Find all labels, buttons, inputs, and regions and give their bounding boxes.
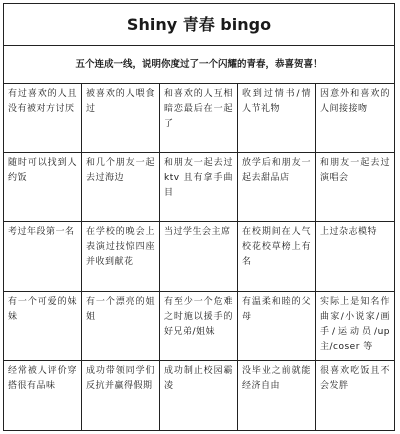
bingo-cell[interactable]: 当过学生会主席 (160, 222, 238, 291)
bingo-cell[interactable]: 因意外和喜欢的人间接接吻 (316, 84, 394, 153)
bingo-subtitle: 五个连成一线，说明你度过了一个闪耀的青春，恭喜贺喜！ (4, 46, 394, 84)
bingo-cell[interactable]: 有一个漂亮的姐姐 (82, 292, 160, 361)
bingo-cell[interactable]: 和朋友一起去过演唱会 (316, 153, 394, 222)
bingo-grid (4, 84, 394, 430)
bingo-cell[interactable]: 被喜欢的人喂食过 (82, 84, 160, 153)
bingo-cell[interactable]: 随时可以找到人约饭 (4, 153, 82, 222)
bingo-cell[interactable]: 和喜欢的人互相暗恋最后在一起了 (160, 84, 238, 153)
bingo-cell[interactable]: 上过杂志模特 (316, 222, 394, 291)
bingo-cell[interactable]: 和朋友一起去过 ktv 且有拿手曲目 (160, 153, 238, 222)
bingo-cell[interactable]: 在校期间在人气校花校草榜上有名 (238, 222, 316, 291)
bingo-cell[interactable]: 成功带领同学们反抗并赢得假期 (82, 361, 160, 430)
bingo-cell[interactable]: 收到过情书/情人节礼物 (238, 84, 316, 153)
bingo-cell[interactable]: 很喜欢吃饭且不会发胖 (320, 365, 390, 391)
bingo-cell[interactable]: 有过喜欢的人且没有被对方讨厌 (4, 84, 82, 153)
bingo-cell[interactable]: 放学后和朋友一起去甜品店 (238, 153, 316, 222)
bingo-cell[interactable]: 有一个可爱的妹妹 (4, 292, 82, 361)
bingo-cell[interactable]: 经常被人评价穿搭很有品味 (4, 361, 82, 430)
bingo-cell[interactable]: 有温柔和睦的父母 (238, 292, 316, 361)
bingo-cell[interactable]: 和几个朋友一起去过海边 (82, 153, 160, 222)
bingo-title: Shiny 青春 bingo (4, 4, 394, 46)
bingo-cell[interactable]: 没毕业之前就能经济自由 (238, 361, 316, 430)
bingo-cell[interactable]: 实际上是知名作曲家/小说家/画手/运动员/up 主/coser 等 (316, 292, 394, 361)
bingo-cell[interactable]: 考过年段第一名 (4, 222, 82, 291)
bingo-cell[interactable]: 在学校的晚会上表演过技惊四座并收到献花 (82, 222, 160, 291)
bingo-cell[interactable]: 成功制止校园霸凌 (160, 361, 238, 430)
bingo-sheet (3, 3, 395, 431)
bingo-cell[interactable]: 有至少一个危难之时施以援手的好兄弟/姐妹 (160, 292, 238, 361)
